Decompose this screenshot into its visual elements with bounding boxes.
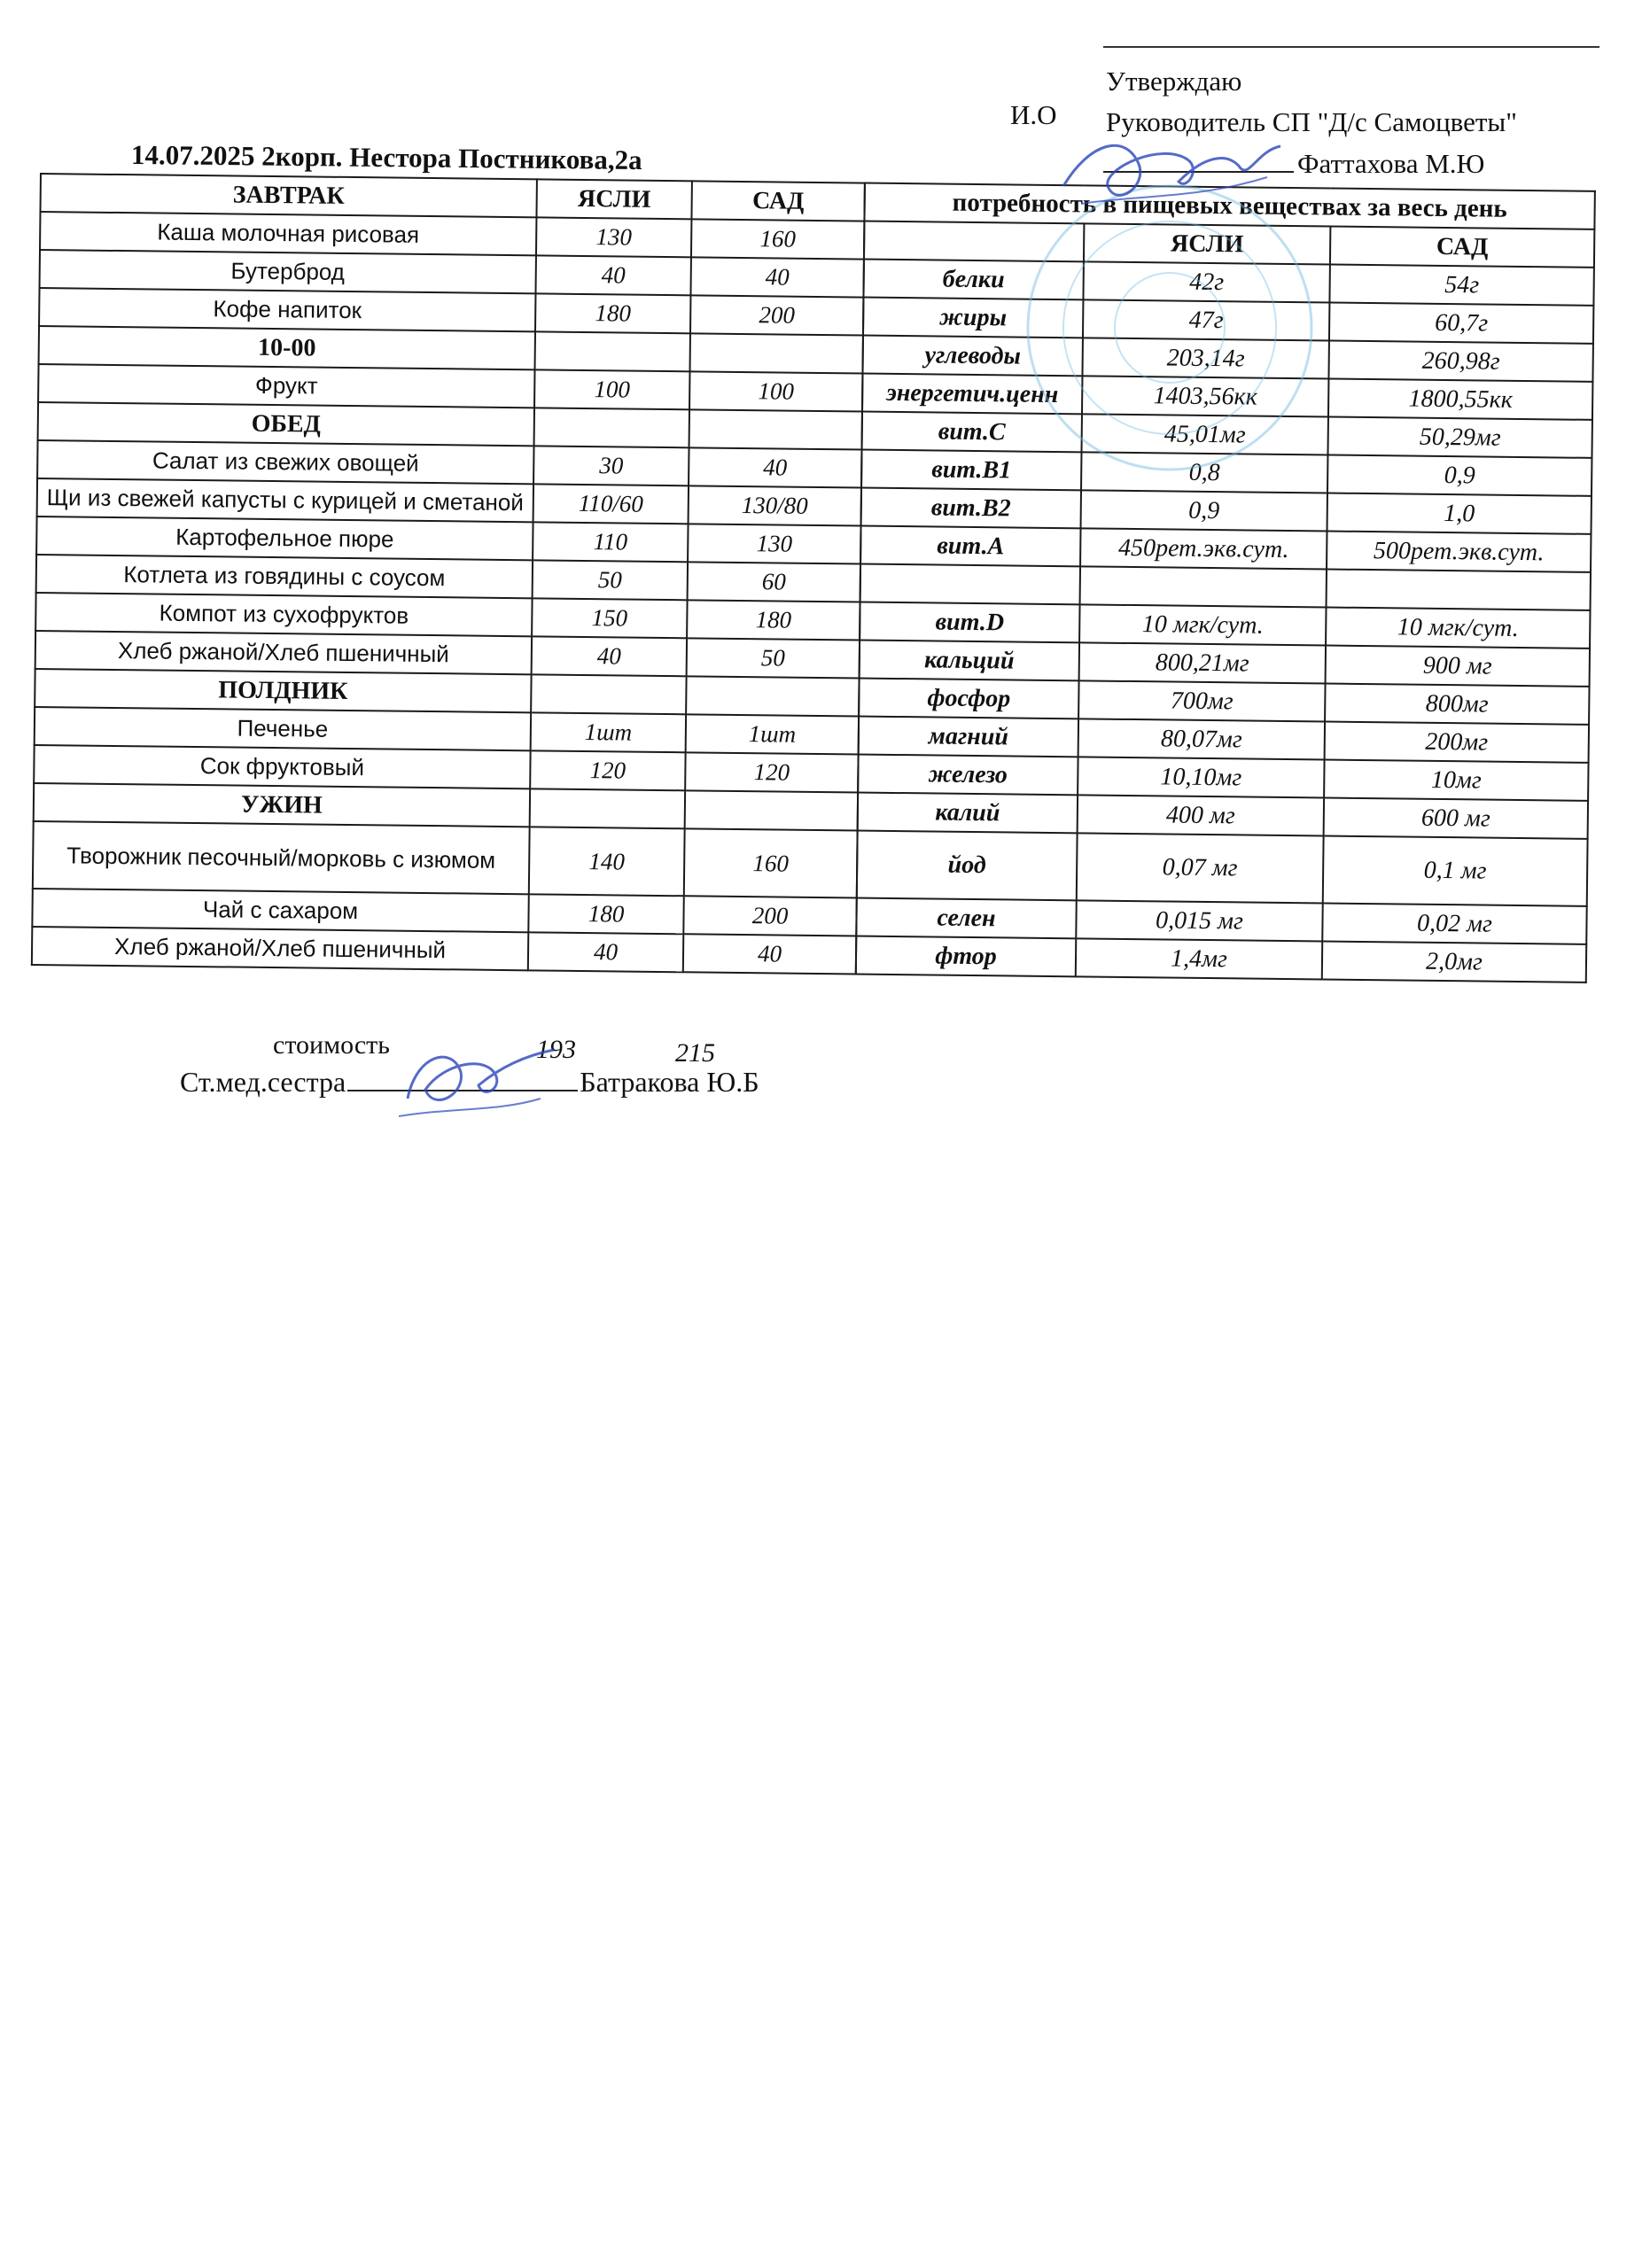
yasli-qty: 50 bbox=[533, 560, 688, 600]
sad-value: 200мг bbox=[1325, 721, 1589, 762]
nutrient-name: вит.С bbox=[862, 412, 1082, 453]
yasli-qty: 120 bbox=[530, 750, 685, 790]
nutrient-name: фтор bbox=[856, 936, 1076, 977]
director-name: Фаттахова М.Ю bbox=[1297, 148, 1485, 179]
dish-name: Хлеб ржаной/Хлеб пшеничный bbox=[35, 631, 532, 674]
dish-name: Каша молочная рисовая bbox=[40, 212, 536, 255]
top-rule bbox=[1103, 46, 1599, 48]
sad-value: 0,1 мг bbox=[1323, 835, 1588, 905]
dish-name: Бутерброд bbox=[40, 250, 536, 293]
sad-qty: 40 bbox=[690, 257, 863, 297]
sad-qty: 160 bbox=[684, 828, 858, 897]
director-signature-icon bbox=[1055, 124, 1294, 221]
sad-value: 0,02 мг bbox=[1322, 903, 1586, 944]
nutrient-name: вит.А bbox=[860, 526, 1080, 567]
dish-name: Чай с сахаром bbox=[32, 889, 528, 932]
sad-value: 54г bbox=[1329, 265, 1593, 306]
nutrient-name: железо bbox=[858, 755, 1078, 796]
yasli-qty: 1шт bbox=[531, 712, 686, 752]
dish-name: Компот из сухофруктов bbox=[35, 593, 532, 636]
yasli-value: 700мг bbox=[1078, 680, 1325, 721]
yasli-qty: 110/60 bbox=[533, 484, 689, 524]
sad-value bbox=[1327, 570, 1591, 610]
yasli-value: 0,07 мг bbox=[1077, 833, 1324, 903]
sad-value: 10мг bbox=[1324, 759, 1588, 800]
sad-qty: 180 bbox=[687, 600, 860, 640]
nurse-label: Ст.мед.сестра bbox=[180, 1066, 346, 1098]
yasli-value: 400 мг bbox=[1078, 795, 1324, 835]
yasli-value: 47г bbox=[1083, 299, 1329, 340]
yasli-qty: 110 bbox=[533, 522, 688, 562]
yasli-value: 10 мгк/сут. bbox=[1079, 604, 1326, 645]
yasli-qty bbox=[535, 331, 690, 371]
sad-qty bbox=[685, 790, 858, 830]
nutrient-name bbox=[860, 564, 1080, 605]
yasli-value bbox=[1080, 566, 1327, 607]
io-label: И.О bbox=[1010, 99, 1057, 130]
meal-name: 10-00 bbox=[39, 326, 535, 369]
sad-value: 50,29мг bbox=[1327, 417, 1592, 458]
yasli-qty: 40 bbox=[535, 255, 690, 295]
dish-name: Котлета из говядины с соусом bbox=[36, 555, 533, 598]
meal-name: ОБЕД bbox=[38, 402, 534, 446]
dish-name: Творожник песочный/морковь с изюмом bbox=[33, 821, 530, 894]
nutrient-name: жиры bbox=[863, 298, 1083, 338]
yasli-value: 203,14г bbox=[1082, 338, 1328, 378]
sad-header: САД bbox=[691, 181, 864, 221]
sad-qty: 60 bbox=[688, 562, 860, 602]
cost-label: стоимость bbox=[273, 1030, 390, 1060]
nutrient-name: калий bbox=[858, 793, 1078, 834]
nutrient-name: углеводы bbox=[862, 336, 1082, 377]
sad-qty: 200 bbox=[690, 295, 863, 335]
sad-value: 0,9 bbox=[1327, 455, 1592, 496]
nutrient-name: йод bbox=[857, 831, 1078, 901]
nutrient-name: кальций bbox=[860, 641, 1079, 681]
nutrient-name: вит.В1 bbox=[861, 450, 1081, 491]
dish-name: Печенье bbox=[35, 707, 531, 750]
yasli-value: 10,10мг bbox=[1078, 757, 1324, 797]
yasli-qty: 150 bbox=[532, 598, 687, 638]
yasli-qty: 140 bbox=[529, 827, 685, 896]
dish-name: Сок фруктовый bbox=[34, 745, 530, 788]
menu-table bbox=[31, 173, 866, 975]
yasli-qty: 40 bbox=[532, 636, 687, 676]
nutrient-name: фосфор bbox=[859, 679, 1078, 719]
sad-value: 900 мг bbox=[1326, 645, 1590, 686]
page-title: 14.07.2025 2корп. Нестора Постникова,2а bbox=[130, 139, 642, 176]
nurse-name: Батракова Ю.Б bbox=[580, 1066, 759, 1098]
nutrient-name: магний bbox=[859, 717, 1078, 757]
sad-value: 500рет.экв.сут. bbox=[1327, 532, 1591, 572]
yasli-qty: 130 bbox=[536, 217, 691, 257]
yasli-value: 1403,56кк bbox=[1082, 376, 1328, 416]
yasli-header: ЯСЛИ bbox=[536, 179, 691, 219]
table-row bbox=[32, 927, 856, 975]
dish-name: Фрукт bbox=[38, 364, 534, 408]
cost-sad: 215 bbox=[675, 1038, 715, 1068]
sad-qty: 100 bbox=[689, 371, 862, 411]
sad-qty: 40 bbox=[689, 447, 861, 487]
meal-header: ЗАВТРАК bbox=[41, 174, 537, 217]
nutrient-name: вит.D bbox=[860, 602, 1079, 643]
sad-value: 60,7г bbox=[1329, 303, 1593, 344]
meal-name: ПОЛДНИК bbox=[35, 669, 531, 712]
yasli-qty bbox=[531, 674, 686, 714]
yasli-value: 450рет.экв.сут. bbox=[1080, 528, 1327, 569]
sad-value: 260,98г bbox=[1328, 341, 1592, 382]
dish-name: Хлеб ржаной/Хлеб пшеничный bbox=[32, 927, 528, 970]
nutrient-name: энергетич.ценн bbox=[862, 374, 1082, 415]
table-row bbox=[33, 821, 858, 898]
nutrition-title: потребность в пищевых веществах за весь день bbox=[864, 183, 1594, 229]
meal-name: УЖИН bbox=[34, 783, 530, 827]
yasli-qty: 180 bbox=[535, 293, 690, 333]
sad-qty bbox=[689, 409, 862, 449]
nutrient-name: белки bbox=[863, 260, 1083, 300]
nurse-signature-icon bbox=[390, 1028, 567, 1125]
dish-name: Щи из свежей капусты с курицей и сметаной bbox=[37, 478, 533, 522]
sad-value: 800мг bbox=[1325, 683, 1589, 724]
sad-header: САД bbox=[1330, 227, 1594, 268]
sad-qty: 130/80 bbox=[689, 485, 861, 525]
sad-qty: 1шт bbox=[686, 714, 859, 754]
sad-value: 600 мг bbox=[1324, 797, 1588, 838]
yasli-qty: 40 bbox=[528, 932, 683, 972]
sad-qty bbox=[690, 333, 863, 373]
yasli-header: ЯСЛИ bbox=[1084, 223, 1330, 264]
yasli-qty: 30 bbox=[533, 446, 689, 485]
sad-value: 1800,55кк bbox=[1328, 379, 1592, 420]
yasli-qty: 180 bbox=[528, 894, 683, 934]
sad-qty: 50 bbox=[687, 638, 860, 678]
sad-qty bbox=[686, 676, 859, 716]
yasli-value: 80,07мг bbox=[1078, 718, 1325, 759]
stamp-icon bbox=[1019, 177, 1320, 478]
yasli-value: 0,8 bbox=[1081, 452, 1327, 493]
sad-qty: 160 bbox=[691, 219, 864, 259]
yasli-value: 0,9 bbox=[1081, 490, 1327, 531]
sad-qty: 120 bbox=[685, 752, 858, 792]
yasli-qty bbox=[530, 788, 685, 828]
cost-yasli: 193 bbox=[536, 1035, 576, 1064]
table-row bbox=[857, 831, 1588, 906]
table-row bbox=[856, 936, 1586, 983]
nutrient-name: вит.В2 bbox=[861, 488, 1081, 529]
dish-name: Салат из свежих овощей bbox=[37, 440, 533, 484]
head-title: Руководитель СП "Д/с Самоцветы" bbox=[1106, 106, 1517, 137]
approve-label: Утверждаю bbox=[1106, 66, 1242, 97]
yasli-qty bbox=[534, 408, 689, 447]
yasli-value: 800,21мг bbox=[1079, 642, 1326, 683]
yasli-value: 1,4мг bbox=[1076, 938, 1322, 979]
sad-qty: 40 bbox=[683, 934, 856, 974]
yasli-qty: 100 bbox=[534, 369, 689, 409]
sad-value: 2,0мг bbox=[1322, 941, 1586, 982]
sad-value: 1,0 bbox=[1327, 493, 1592, 534]
sad-qty: 130 bbox=[688, 524, 860, 563]
yasli-value: 42г bbox=[1083, 261, 1329, 302]
yasli-value: 45,01мг bbox=[1081, 414, 1327, 454]
nutrient-name: селен bbox=[856, 898, 1076, 939]
yasli-value: 0,015 мг bbox=[1076, 900, 1322, 941]
dish-name: Картофельное пюре bbox=[36, 517, 533, 560]
sad-qty: 200 bbox=[683, 896, 856, 936]
sad-value: 10 мгк/сут. bbox=[1326, 607, 1590, 648]
dish-name: Кофе напиток bbox=[39, 288, 535, 331]
